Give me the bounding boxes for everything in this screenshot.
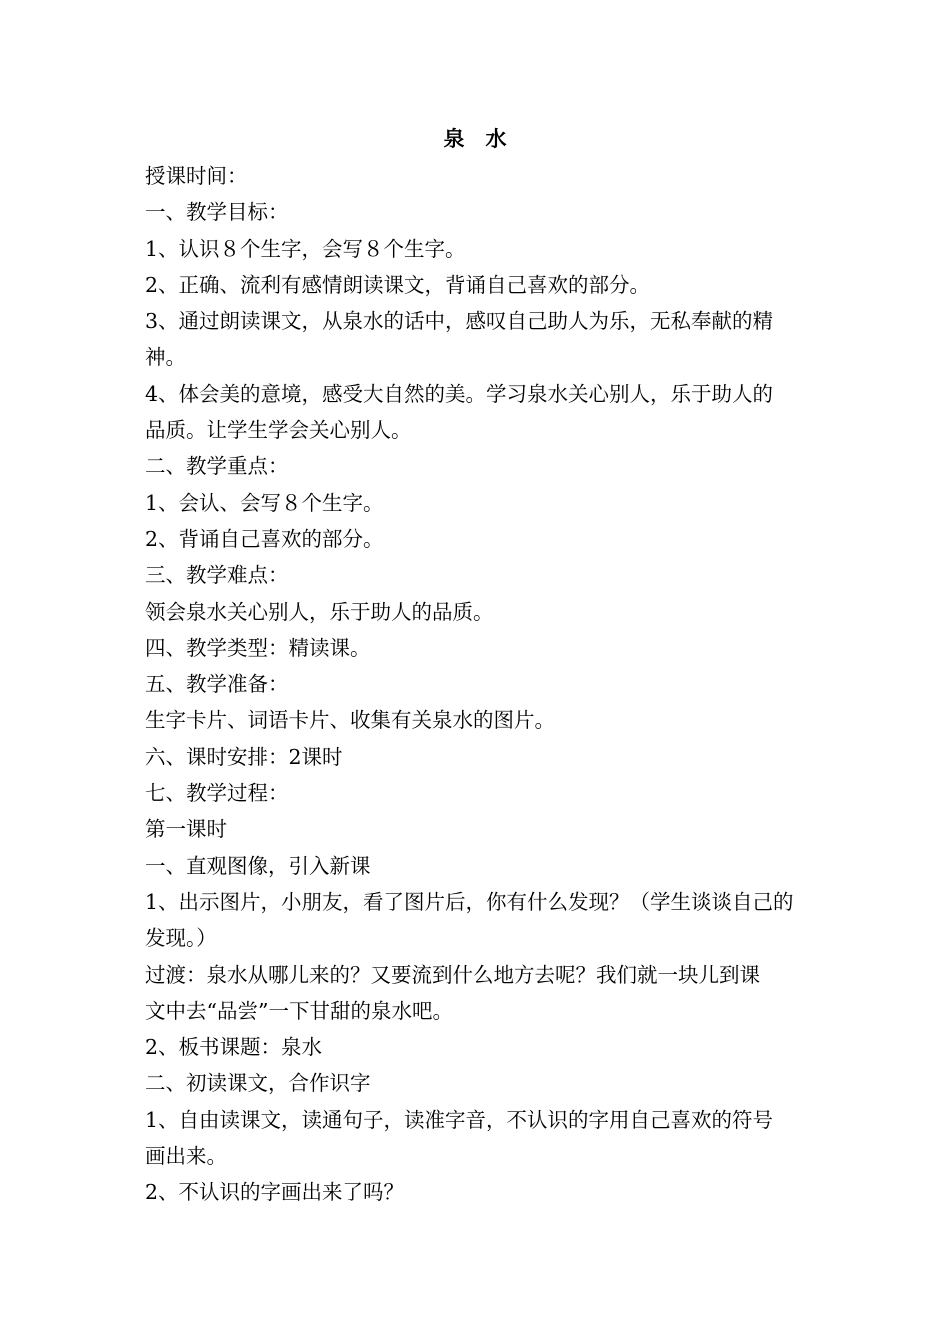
- text-line: 1、出示图片，小朋友，看了图片后，你有什么发现？（学生谈谈自己的: [145, 889, 794, 914]
- text-line: 神。: [145, 345, 186, 370]
- text-line: 二、教学重点：: [145, 454, 289, 479]
- text-line: 一、教学目标：: [145, 200, 289, 225]
- text-line: 1、会认、会写８个生字。: [145, 490, 384, 515]
- text-line: 4、体会美的意境，感受大自然的美。学习泉水关心别人，乐于助人的: [145, 381, 774, 406]
- text-line: 2、背诵自己喜欢的部分。: [145, 526, 384, 551]
- text-line: 四、教学类型：精读课。: [145, 635, 371, 660]
- text-line: 领会泉水关心别人，乐于助人的品质。: [145, 599, 494, 624]
- text-line: 画出来。: [145, 1144, 227, 1169]
- text-line: 五、教学准备：: [145, 672, 289, 697]
- text-line: 2、不认识的字画出来了吗？: [145, 1180, 405, 1205]
- text-line: 2、正确、流利有感情朗读课文，背诵自己喜欢的部分。: [145, 272, 651, 297]
- text-line: 六、课时安排：2课时: [145, 744, 343, 769]
- text-line: 1、认识８个生字，会写８个生字。: [145, 236, 466, 261]
- text-line: 二、初读课文，合作识字: [145, 1071, 371, 1096]
- document-title: 泉 水: [443, 126, 507, 151]
- text-line: 1、自由读课文，读通句子，读准字音，不认识的字用自己喜欢的符号: [145, 1107, 774, 1132]
- text-line: 品质。让学生学会关心别人。: [145, 418, 412, 443]
- text-line: 生字卡片、词语卡片、收集有关泉水的图片。: [145, 708, 555, 733]
- text-line: 过渡：泉水从哪儿来的？又要流到什么地方去呢？我们就一块儿到课: [145, 962, 760, 987]
- text-line: 2、板书课题：泉水: [145, 1035, 323, 1060]
- text-line: 3、通过朗读课文，从泉水的话中，感叹自己助人为乐，无私奉献的精: [145, 309, 774, 334]
- text-line: 文中去“品尝”一下甘甜的泉水吧。: [145, 998, 453, 1023]
- document-body: [145, 158, 809, 1211]
- text-line: 发现。）: [145, 926, 217, 951]
- text-line: 第一课时: [145, 817, 227, 842]
- text-line: 一、直观图像，引入新课: [145, 853, 371, 878]
- text-line: 授课时间：: [145, 164, 248, 188]
- text-line: 三、教学难点：: [145, 563, 289, 588]
- text-line: 七、教学过程：: [145, 781, 289, 806]
